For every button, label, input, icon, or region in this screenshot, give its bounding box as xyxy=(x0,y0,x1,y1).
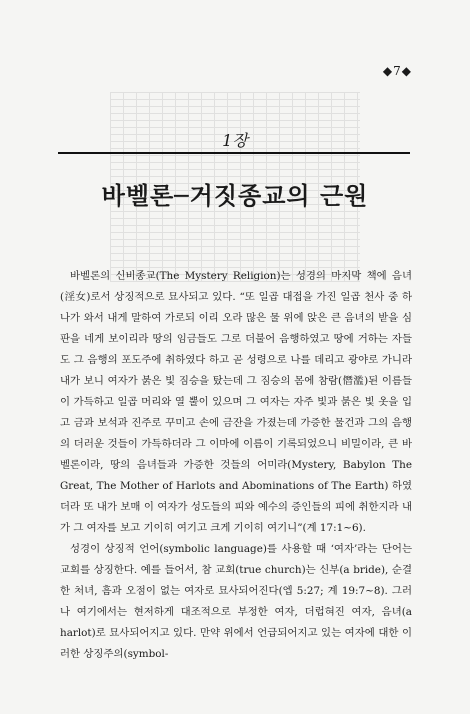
paragraph: 바벨론의 신비종교(The Mystery Religion)는 성경의 마지막 책에 음녀(淫女)로서 상징적으로 묘사되고 있다. “또 일곱 대접을 가진 일곱 천사 중 하나가 와서 내게 말하여 가로되 이리 오라 많은 물 위에 앉은 큰 음녀의 받을 심판을 네게 보이리라 땅의 임금들도 그로 더불어 음행하였고 땅에 거하는 자들도 그 음행의 포도주에 취하였다 하고 곧 성령으로 나를 데리고 광야로 가니라 내가 보니 여자가 붉은 빛 짐승을 탔는데 그 짐승의 몸에 참람(僭濫)된 이름들이 가득하고 일곱 머리와 열 뿔이 있으며 그 여자는 자주 빛과 붉은 빛 옷을 입고 금과 보석과 진주로 꾸미고 손에 금잔을 가졌는데 가증한 물건과 그의 음행의 더러운 것들이 가득하더라 그 이마에 이름이 기록되었으니 비밀이라, 큰 바벨론이라, 땅의 음녀들과 가증한 것들의 어미라(Mystery, Babylon The Great, The Mother of Harlots and Abominations of The Earth) 하였더라 또 내가 보매 이 여자가 성도들의 피와 예수의 증인들의 피에 취한지라 내가 그 여자를 보고 기이히 여기고 크게 기이히 여기니”(계 17:1~6). xyxy=(60,270,412,534)
chapter-rule xyxy=(58,152,410,154)
chapter-title: 바벨론─거짓종교의 근원 xyxy=(101,182,369,210)
chapter-label: 1장 xyxy=(222,131,248,150)
body-text xyxy=(60,266,412,665)
paragraph: 성경이 상징적 언어(symbolic language)를 사용할 때 ‘여자’라는 단어는 교회를 상징한다. 예를 들어서, 참 교회(true church)는 신부(a bride), 순결한 처녀, 흠과 오점이 없는 여자로 묘사되어진다(엡 5:27; 계 19:7~8). 그러나 여기에서는 현저하게 대조적으로 부정한 여자, 더럽혀진 여자, 음녀(a harlot)로 묘사되어지고 있다. 만약 위에서 언급되어지고 있는 여자에 대한 이러한 상징주의(symbol- xyxy=(60,543,412,660)
page-number: ◆7◆ xyxy=(382,64,412,78)
